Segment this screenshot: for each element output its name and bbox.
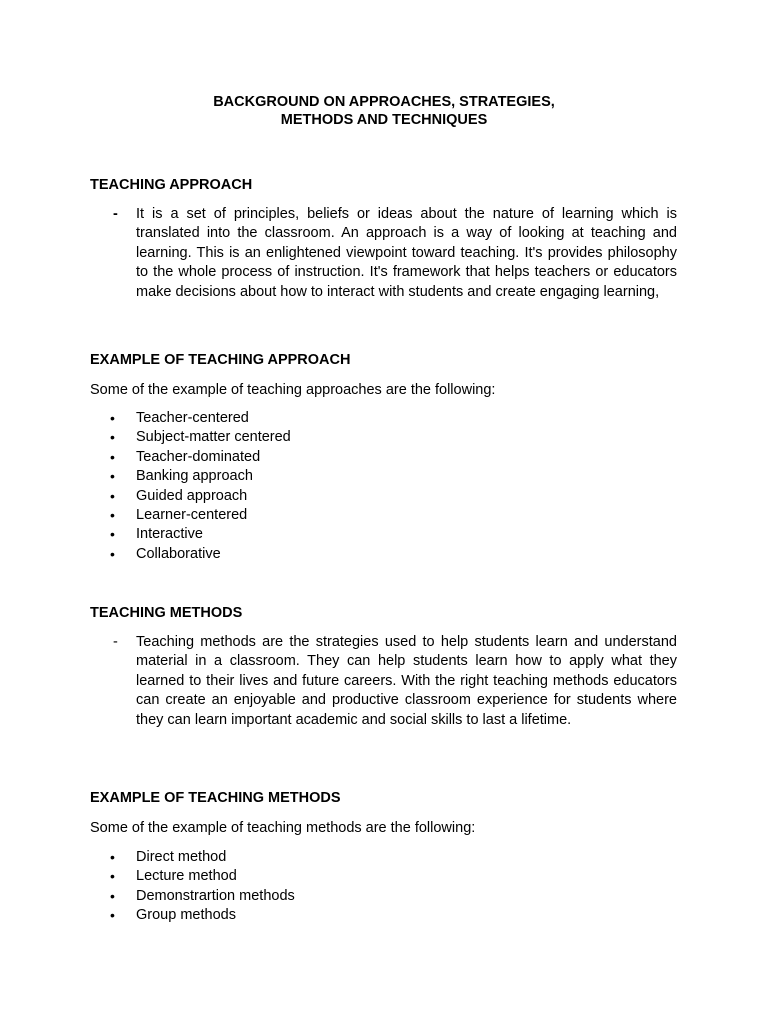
bullet-icon: • <box>110 487 115 504</box>
heading-example-methods: EXAMPLE OF TEACHING METHODS <box>90 790 341 806</box>
teaching-methods-paragraph: Teaching methods are the strategies used to help students learn and understand material in a classroom. They can help students learn how to apply what they learned to their lives and future careers. With the right teaching methods educators can create an enjoyable and productive classroom experience for students where they can learn important academic and social skills to last a lifetime. <box>136 634 677 728</box>
list-item-label: Direct method <box>136 849 227 865</box>
bullet-icon: • <box>110 468 115 485</box>
list-item-label: Teacher-dominated <box>136 448 261 465</box>
bullet-icon: • <box>110 887 115 904</box>
document-title-line-2: METHODS AND TECHNIQUES <box>280 112 488 128</box>
teaching-approach-paragraph: It is a set of principles, beliefs or ideas about the nature of learning which is translated into the classroom. An approach is a way of looking at teaching and learning. This is an enlightened viewpoint toward teaching. It's provides philosophy to the whole process of instruction. It's framework that helps teachers or educators make decisions about how to interact with students and create engaging learning, <box>136 206 677 300</box>
dash-marker: - <box>113 206 118 222</box>
document-title <box>0 93 768 129</box>
list-item-label: Learner-centered <box>136 506 248 523</box>
list-item-label: Lecture method <box>136 868 237 885</box>
bullet-icon: • <box>110 849 115 865</box>
bullet-icon: • <box>110 526 115 543</box>
list-item-label: Demonstrartion methods <box>136 887 295 904</box>
list-item-label: Group methods <box>136 907 236 924</box>
list-item-label: Guided approach <box>136 487 248 504</box>
bullet-icon: • <box>110 545 115 562</box>
bullet-icon: • <box>110 506 115 523</box>
example-approach-intro: Some of the example of teaching approaches are the following: <box>90 382 496 398</box>
bullet-icon: • <box>110 868 115 885</box>
list-item-label: Subject-matter centered <box>136 429 291 446</box>
document-title-line-1: BACKGROUND ON APPROACHES, STRATEGIES, <box>213 94 555 110</box>
heading-example-approach: EXAMPLE OF TEACHING APPROACH <box>90 352 351 368</box>
bullet-icon: • <box>110 907 115 924</box>
bullet-icon: • <box>110 448 115 465</box>
dash-marker: - <box>113 634 118 650</box>
list-item-label: Interactive <box>136 526 203 543</box>
heading-teaching-approach: TEACHING APPROACH <box>90 177 253 193</box>
heading-teaching-methods: TEACHING METHODS <box>90 605 243 621</box>
list-item-label: Banking approach <box>136 468 253 485</box>
list-item-label: Collaborative <box>136 545 221 562</box>
bullet-icon: • <box>110 429 115 446</box>
bullet-icon: • <box>110 410 115 426</box>
example-methods-intro: Some of the example of teaching methods are the following: <box>90 820 476 836</box>
list-item-label: Teacher-centered <box>136 410 249 426</box>
